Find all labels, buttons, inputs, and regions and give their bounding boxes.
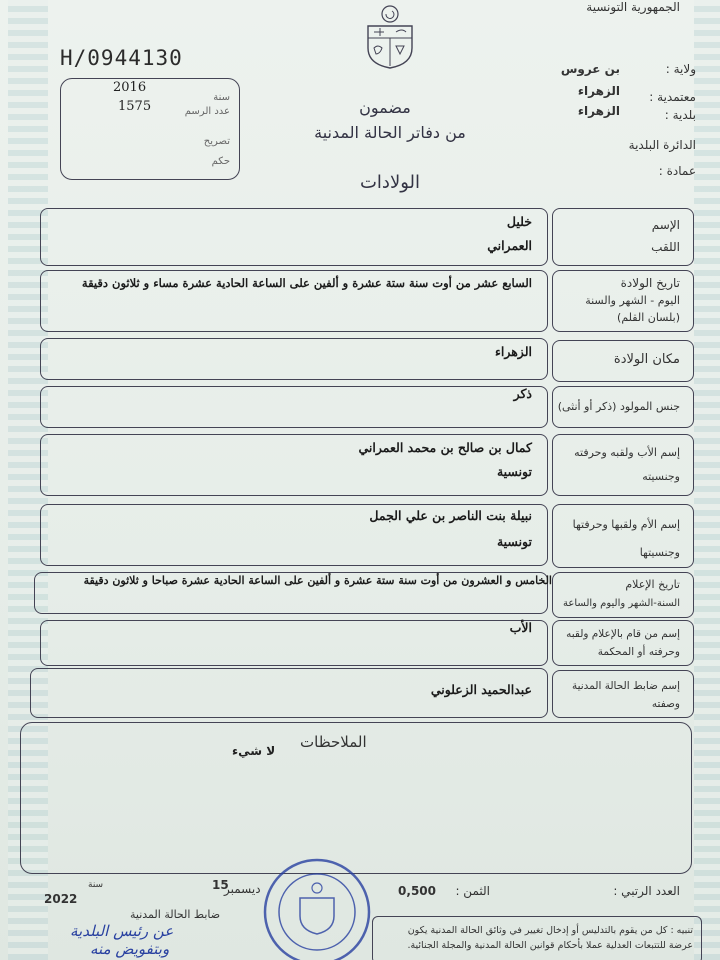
- row-name-label-box: [552, 208, 694, 266]
- label-first-name: الإسم: [651, 218, 680, 232]
- motamadiya-value: الزهراء: [577, 84, 620, 98]
- baladiya-value: الزهراء: [577, 104, 620, 118]
- label-gender: جنس المولود (ذكر أو أنثى): [557, 400, 680, 413]
- notes-title: الملاحظات: [300, 733, 367, 751]
- register-declaration-label: تصريح: [203, 136, 230, 147]
- label-family-name: اللقب: [651, 240, 680, 254]
- value-mother-name: نبيلة بنت الناصر بن علي الجمل: [369, 508, 532, 523]
- label-declarant-sub: وحرفته أو المحكمة: [597, 646, 680, 658]
- value-birth-place: الزهراء: [494, 344, 532, 359]
- value-officer: عبدالحميد الزعلوني: [430, 682, 532, 697]
- footer-officer-title: ضابط الحالة المدنية: [130, 908, 221, 921]
- row-declarant-label-box: [552, 620, 694, 666]
- register-year-value: 2016: [113, 80, 147, 95]
- label-birth-date: تاريخ الولادة: [620, 276, 680, 290]
- register-number-label: عدد الرسم: [184, 106, 230, 117]
- label-declaration-date-sub: السنة-الشهر واليوم والساعة: [563, 598, 680, 609]
- footer-price-value: 0,500: [398, 884, 436, 898]
- footer-date-day: 15: [212, 878, 229, 892]
- wilaya-label: ولاية :: [665, 62, 696, 76]
- label-officer-sub: وصفته: [651, 698, 680, 710]
- row-declarant-value-box: [40, 620, 548, 666]
- value-father-name: كمال بن صالح بن محمد العمراني: [358, 440, 532, 455]
- legal-warning: تنبيه : كل من يقوم بالتدليس أو إدخال تغيير في وثائق الحالة المدنية يكون عرضة للتتبعات العدلية عملا بأحكام قوانين الحالة المدنية والمجلة الجنائية.: [372, 916, 702, 960]
- row-birthplace-value-box: [40, 338, 548, 380]
- label-birth-date-note: (بلسان القلم): [617, 311, 680, 324]
- row-gender-value-box: [40, 386, 548, 428]
- motamadiya-label: معتمدية :: [649, 90, 696, 104]
- tunisia-emblem-icon: [360, 2, 420, 70]
- value-first-name: خليل: [506, 214, 532, 229]
- daira-label: الدائرة البلدية: [628, 138, 696, 152]
- side-print-text: [703, 768, 712, 771]
- official-stamp-icon: [252, 842, 382, 960]
- label-mother: إسم الأم ولقبها وحرفتها: [572, 518, 680, 531]
- wilaya-value: بن عروس: [560, 62, 620, 76]
- title-births: الولادات: [359, 172, 420, 193]
- value-birth-date: السابع عشر من أوت سنة ستة عشرة و ألفين على الساعة الحادية عشرة مساء و ثلاثون دقيقة: [81, 276, 532, 290]
- value-declarant: الأب: [509, 620, 532, 635]
- serial-number: H/0944130: [60, 46, 183, 70]
- value-family-name: العمراني: [487, 238, 532, 253]
- label-declaration-date: تاريخ الإعلام: [625, 578, 680, 591]
- label-declarant: إسم من قام بالإعلام ولقبه: [566, 628, 680, 640]
- notes-value: لا شيء: [232, 744, 276, 758]
- label-officer: إسم ضابط الحالة المدنية: [571, 680, 680, 692]
- register-number-value: 1575: [118, 99, 152, 114]
- value-declaration-date: الخامس و العشرون من أوت سنة ستة عشرة و ألفين على الساعة الحادية عشرة صباحا و ثلاثون دقيقة: [83, 574, 552, 587]
- register-year-label: سنة: [213, 92, 230, 103]
- republic-label: الجمهورية التونسية: [586, 0, 680, 14]
- row-name-value-box: [40, 208, 548, 266]
- signature-line-2: وبتفويض منه: [90, 940, 170, 958]
- footer-number-label: العدد الرتبي :: [613, 884, 680, 898]
- baladiya-label: بلدية :: [664, 108, 696, 122]
- right-decorative-border: [694, 0, 720, 960]
- value-gender: ذكر: [513, 386, 532, 401]
- row-father-label-box: [552, 434, 694, 496]
- title-line-2: من دفاتر الحالة المدنية: [314, 123, 466, 142]
- footer-date-month: ديسمبر: [224, 882, 261, 896]
- register-judgment-label: حكم: [211, 156, 230, 167]
- title-line-1: مضمون: [359, 98, 411, 117]
- omada-label: عمادة :: [658, 164, 696, 178]
- footer-year-value: 2022: [44, 892, 78, 906]
- row-officer-label-box: [552, 670, 694, 718]
- label-father-nationality: وجنسيته: [642, 470, 680, 483]
- label-father: إسم الأب ولقبه وحرفته: [574, 446, 680, 459]
- signature-line-1: عن رئيس البلدية: [70, 922, 174, 940]
- footer-price-label: الثمن :: [455, 884, 490, 898]
- value-father-nationality: تونسية: [496, 464, 532, 479]
- label-birth-date-sub: اليوم - الشهر والسنة: [585, 294, 680, 307]
- value-mother-nationality: تونسية: [496, 534, 532, 549]
- label-birth-place: مكان الولادة: [613, 352, 680, 367]
- label-mother-nationality: وجنسيتها: [639, 546, 680, 559]
- footer-year-label: سنة: [88, 880, 104, 890]
